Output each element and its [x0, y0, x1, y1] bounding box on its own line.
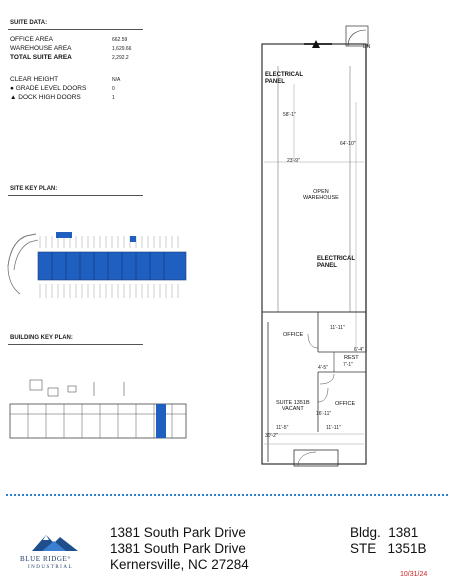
dim-30-2: 30'-2" [265, 433, 278, 439]
dock-doors-row [10, 94, 81, 101]
grade-doors-value: 0 [112, 86, 115, 92]
total-area-value: 2,292.2 [112, 55, 129, 61]
office-area-label: OFFICE AREA [10, 36, 53, 43]
suite-vacant-label: SUITE 1351B VACANT [276, 400, 310, 413]
triangle-icon: ▲ [10, 94, 17, 101]
dock-doors-label: DOCK HIGH DOORS [18, 94, 81, 101]
office-lower-label: OFFICE [335, 401, 356, 407]
clear-height-label: CLEAR HEIGHT [10, 76, 59, 83]
office-area-value: 662.59 [112, 37, 128, 43]
logo-sub: INDUSTRIAL [28, 565, 73, 570]
address-line-1: 1381 South Park Drive [110, 525, 246, 540]
dim-11-11-upper: 11'-11" [330, 325, 345, 331]
building-key-plan-drawing [4, 374, 196, 444]
dim-11-5: 11'-5" [276, 425, 289, 431]
date-stamp: 10/31/24 [400, 571, 428, 578]
logo-registered: ® [67, 555, 72, 560]
clear-height-value: N/A [112, 77, 121, 83]
site-key-plan-drawing [6, 226, 196, 302]
dim-64-10: 64'-10" [340, 141, 356, 147]
electrical-panel-top-label: ELECTRICAL PANEL [265, 72, 303, 85]
rest-label: REST [344, 355, 359, 361]
total-area-label: TOTAL SUITE AREA [10, 54, 72, 61]
dim-58-1: 58'-1" [283, 112, 296, 118]
dim-11-11-lower: 11'-11" [326, 425, 341, 431]
site-key-plan-rule [8, 195, 143, 196]
logo-name-row [20, 555, 71, 563]
suite-data-rule [8, 29, 143, 30]
dim-16-11: 16'-11" [316, 411, 332, 417]
grade-doors-label: GRADE LEVEL DOORS [15, 85, 87, 92]
dim-4-5: 4'-5" [318, 365, 328, 371]
building-key-plan-rule [8, 344, 143, 345]
grade-doors-row [10, 85, 86, 92]
site-key-plan-heading: SITE KEY PLAN: [10, 186, 58, 192]
dim-6-4: 6'-4" [354, 347, 364, 353]
footer-dotted-divider [6, 494, 448, 496]
warehouse-area-label: WAREHOUSE AREA [10, 45, 72, 52]
warehouse-area-value: 1,629.66 [112, 46, 132, 52]
suite-data-heading: SUITE DATA: [10, 20, 48, 26]
open-warehouse-label: OPEN WAREHOUSE [303, 189, 339, 202]
suite-number: STE 1351B [350, 541, 427, 556]
logo-name: BLUE RIDGE [20, 555, 68, 563]
dim-23-9: 23'-9" [287, 158, 300, 164]
office-upper-label: OFFICE [283, 332, 304, 338]
address-line-2: 1381 South Park Drive [110, 541, 246, 556]
dock-doors-value: 1 [112, 95, 115, 101]
address-line-3: Kernersville, NC 27284 [110, 557, 249, 572]
building-number: Bldg. 1381 [350, 525, 419, 540]
mountain-logo-icon [30, 531, 80, 553]
dim-7-1: 7'-1" [343, 362, 353, 368]
building-key-plan-heading: BUILDING KEY PLAN: [10, 335, 73, 341]
corner-label: DN [363, 44, 371, 50]
circle-icon: ● [10, 85, 14, 92]
electrical-panel-mid-label: ELECTRICAL PANEL [317, 256, 355, 269]
